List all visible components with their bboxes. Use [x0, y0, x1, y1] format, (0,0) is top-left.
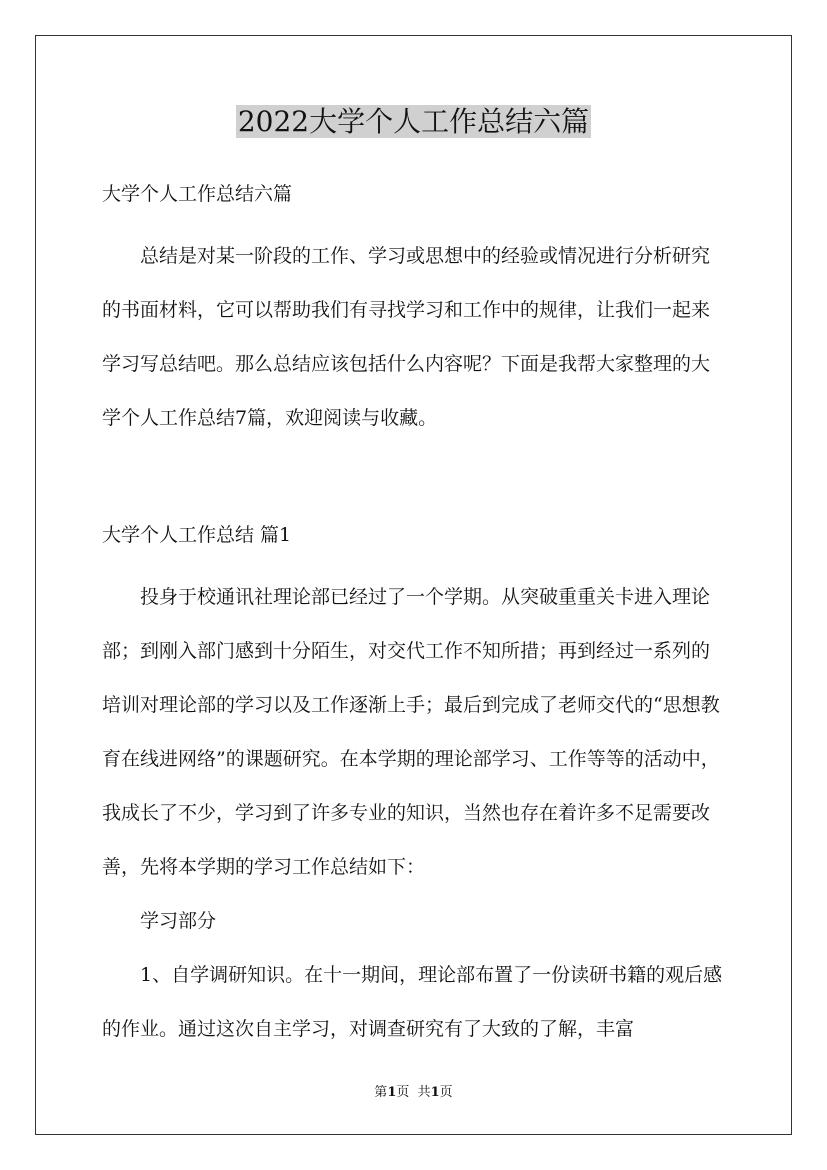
intro-paragraph: 总结是对某一阶段的工作、学习或思想中的经验或情况进行分析研究的书面材料，它可以帮助我们有寻找学习和工作中的规律，让我们一起来学习写总结吧。那么总结应该包括什么内容呢？下面是我帮大家整理的大学个人工作总结7篇，欢迎阅读与收藏。 [102, 245, 711, 429]
document-title [0, 100, 827, 144]
footer-page-current: 1 [387, 1085, 397, 1100]
document-body [102, 176, 728, 1056]
section1-item1: 1、自学调研知识。在十一期间，理论部布置了一份读研书籍的观后感的作业。通过这次自主学习，对调查研究有了大致的了解，丰富 [102, 964, 723, 1040]
footer-page-total: 1 [430, 1085, 440, 1100]
footer-page-suffix: 页 [439, 1085, 453, 1100]
section1-subheading: 学习部分 [140, 910, 217, 932]
document-subtitle: 大学个人工作总结六篇 [102, 183, 293, 205]
section1-paragraph: 投身于校通讯社理论部已经过了一个学期。从突破重重关卡进入理论部；到刚入部门感到十分陌生，对交代工作不知所措；再到经过一系列的培训对理论部的学习以及工作逐渐上手；最后到完成了老师交代的“思想教育在线进网络”的课题研究。在本学期的理论部学习、工作等等的活动中，我成长了不少，学习到了许多专业的知识，当然也存在着许多不足需要改善，先将本学期的学习工作总结如下： [102, 586, 720, 878]
footer-page-mid: 页 共 [396, 1085, 431, 1100]
document-title-text: 2022大学个人工作总结六篇 [237, 105, 590, 138]
page-footer [0, 1084, 827, 1102]
section1-heading: 大学个人工作总结 篇1 [102, 524, 292, 546]
footer-page-prefix: 第 [374, 1085, 388, 1100]
section-spacer [102, 445, 728, 517]
